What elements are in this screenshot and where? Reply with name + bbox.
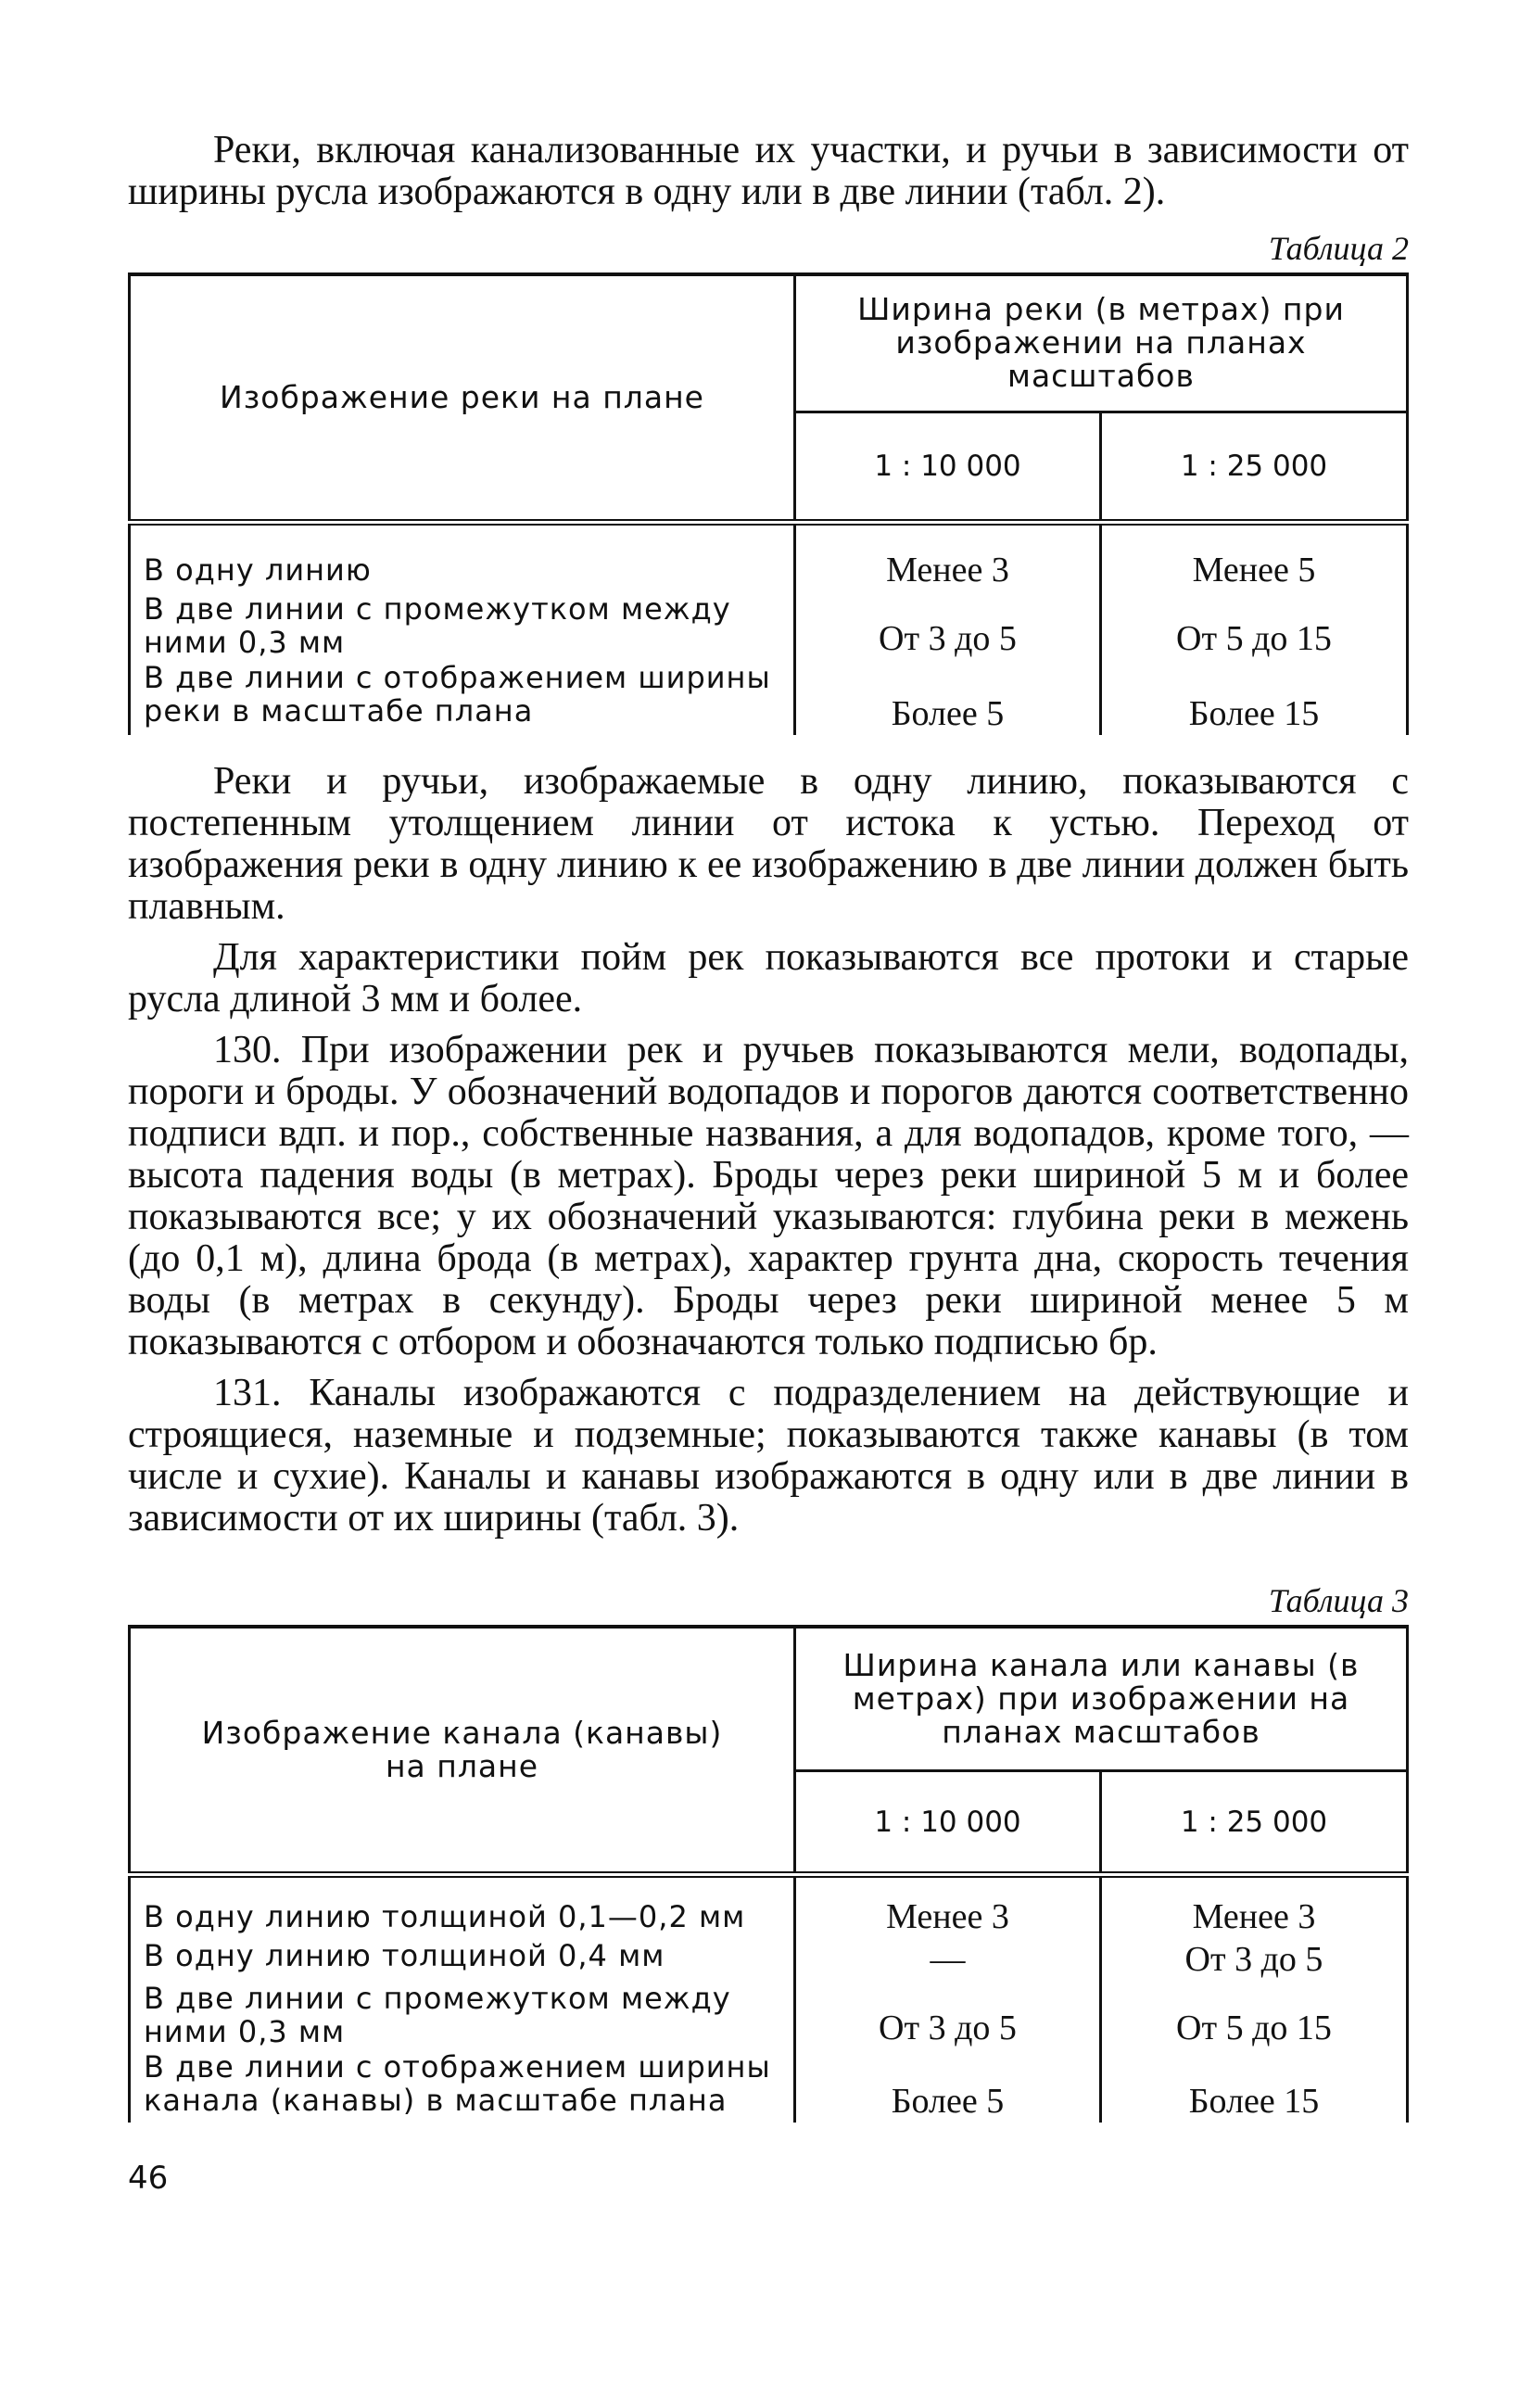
paragraph: Реки и ручьи, изображаемые в одну линию, показываются с постепенным утолщением линии от истока к устью. Переход от изображения реки в одну линию к ее изображению в две линии должен быть плавным. — [128, 760, 1409, 928]
table2-row-label: В одну линию — [130, 523, 795, 592]
table3-scale1: 1 : 10 000 — [795, 1771, 1101, 1875]
table3-col1-header: Изображение канала (канавы) на плане — [201, 1715, 723, 1784]
table3-cell: Менее 3 — [1101, 1875, 1408, 1939]
table2-cell: Менее 5 — [1101, 523, 1408, 592]
table3-scale2: 1 : 25 000 — [1101, 1771, 1408, 1875]
table3-cell: От 3 до 5 — [1101, 1938, 1408, 1981]
table3-row-label: В одну линию толщиной 0,4 мм — [130, 1938, 795, 1981]
page-content — [128, 130, 1409, 2123]
table2-row-label: В две линии с промежутком между ними 0,3 мм — [130, 591, 795, 660]
paragraph-131: 131. Каналы изображаются с подразделением на действующие и строящиеся, наземные и подземные; показываются также канавы (в том числе и сухие). Каналы и канавы изображаются в одну или в две линии в зависимости от их ширины (табл. 3). — [128, 1372, 1409, 1540]
table3-cell: От 5 до 15 — [1101, 1981, 1408, 2049]
table2-cell: От 3 до 5 — [795, 591, 1101, 660]
body-paragraphs — [128, 761, 1409, 1540]
table2-row-label: В две линии с отображением ширины реки в масштабе плана — [130, 660, 795, 735]
table2-cell: Менее 3 — [795, 523, 1101, 592]
table2-scale2: 1 : 25 000 — [1101, 412, 1408, 522]
table2-scale1: 1 : 10 000 — [795, 412, 1101, 522]
table3-caption: Таблица 3 — [1268, 1582, 1409, 1619]
table2-group-header: Ширина реки (в метрах) при изображении на планах масштабов — [857, 291, 1345, 395]
table2-cell: От 5 до 15 — [1101, 591, 1408, 660]
page-number: 46 — [128, 2160, 169, 2197]
table2-col1-header: Изображение реки на плане — [220, 379, 704, 415]
table-2 — [128, 272, 1409, 735]
table2-cell: Более 15 — [1101, 660, 1408, 735]
table3-row-label: В одну линию толщиной 0,1—0,2 мм — [130, 1875, 795, 1939]
table3-cell: Более 15 — [1101, 2049, 1408, 2123]
table2-cell: Более 5 — [795, 660, 1101, 735]
table3-cell: — — [795, 1938, 1101, 1981]
paragraph: Для характеристики пойм рек показываются все протоки и старые русла длиной 3 мм и более. — [128, 936, 1409, 1020]
table2-caption: Таблица 2 — [1268, 230, 1409, 267]
table3-row-label: В две линии с промежутком между ними 0,3 мм — [130, 1981, 795, 2049]
table-3 — [128, 1625, 1409, 2123]
table3-group-header: Ширина канала или канавы (в метрах) при изображении на планах масштабов — [842, 1647, 1360, 1750]
table3-row-label: В две линии с отображением ширины канала (канавы) в масштабе плана — [130, 2049, 795, 2123]
table3-cell: Более 5 — [795, 2049, 1101, 2123]
paragraph-130: 130. При изображении рек и ручьев показываются мели, водопады, пороги и броды. У обозначений водопадов и порогов даются соответственно подписи вдп. и пор., собственные названия, а для водопадов, кроме того, — высота падения воды (в метрах). Броды через реки шириной 5 м и более показываются все; у их обозначений указываются: глубина реки в межень (до 0,1 м), длина брода (в метрах), характер грунта дна, скорость течения воды (в метрах в секунду). Броды через реки шириной менее 5 м показываются с отбором и обозначаются только подписью бр. — [128, 1029, 1409, 1363]
table3-cell: От 3 до 5 — [795, 1981, 1101, 2049]
intro-paragraph: Реки, включая канализованные их участки, и ручьи в зависимости от ширины русла изображаются в одну или в две линии (табл. 2). — [128, 129, 1409, 213]
table3-cell: Менее 3 — [795, 1875, 1101, 1939]
